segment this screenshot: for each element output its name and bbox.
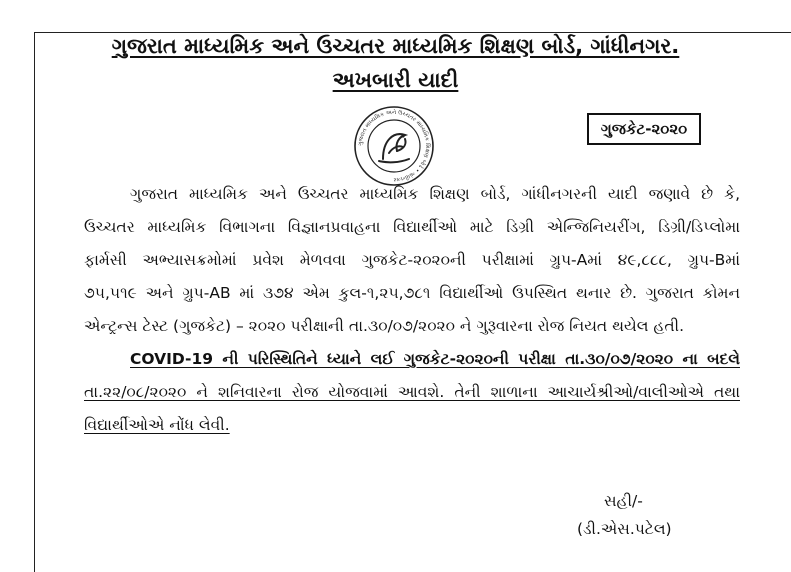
paragraph2-line-3: વિદ્યાર્થીઓએ નોંધ લેવી.	[84, 416, 230, 434]
board-heading	[0, 34, 791, 59]
paragraph1-line-2: ઉચ્ચતર માધ્યમિક વિભાગના વિજ્ઞાનપ્રવાહના વિદ્યાર્થીઓ માટે ડિગ્રી એન્જિનિયરીંગ, ડિગ્રી/ડિપ્લોમા	[84, 218, 740, 236]
paragraph1-line-3: ફાર્મસી અભ્યાસક્રમોમાં પ્રવેશ મેળવવા ગુજકેટ-૨૦૨૦ની પરીક્ષામાં ગ્રુપ-Aમાં ૪૯,૮૮૮, ગ્રુપ-Bમાં	[84, 251, 740, 269]
signature-mark: સહી/-	[604, 492, 643, 510]
seal-ring-text: ગુજરાત માધ્યમિક અને ઉચ્ચતર માધ્યમિક શિક્ષણ બોર્ડ • ગાંધીનગર	[357, 109, 431, 183]
board-seal-icon	[353, 105, 435, 187]
signatory-name: (ડી.એસ.પટેલ)	[577, 520, 672, 538]
paragraph2-line-2: તા.૨૨/૦૮/૨૦૨૦ ને શનિવારના રોજ યોજવામાં આવશે. તેની શાળાના આચાર્યશ્રીઓ/વાલીઓએ તથા	[84, 383, 740, 401]
gujcet-code-box	[587, 113, 701, 145]
paragraph1-line-4: ૭૫,૫૧૯ અને ગ્રુપ-AB માં ૩૭૪ એમ કુલ-૧,૨૫,૭૮૧ વિદ્યાર્થીઓ ઉપસ્થિત થનાર છે. ગુજરાત કોમન	[84, 284, 740, 302]
press-release-heading-text: અખબારી યાદી	[332, 68, 459, 92]
paragraph1-line-1: ગુજરાત માધ્યમિક અને ઉચ્ચતર માધ્યમિક શિક્ષણ બોર્ડ, ગાંધીનગરની યાદી જણાવે છે કે,	[130, 185, 740, 203]
paragraph2-line-1: COVID-19 ની પરિસ્થિતિને ધ્યાને લઈ ગુજકેટ-૨૦૨૦ની પરીક્ષા તા.૩૦/૦૭/૨૦૨૦ ના બદલે	[130, 350, 740, 368]
board-heading-text: ગુજરાત માધ્યમિક અને ઉચ્ચતર માધ્યમિક શિક્ષણ બોર્ડ, ગાંધીનગર.	[111, 34, 680, 58]
press-release-heading	[0, 68, 791, 93]
paragraph1-line-5: એન્ટ્રન્સ ટેસ્ટ (ગુજકેટ) – ૨૦૨૦ પરીક્ષાની તા.૩૦/૦૭/૨૦૨૦ ને ગુરૂવારના રોજ નિયત થયેલ હતી.	[84, 317, 684, 335]
gujcet-code-label: ગુજકેટ-૨૦૨૦	[600, 120, 688, 138]
